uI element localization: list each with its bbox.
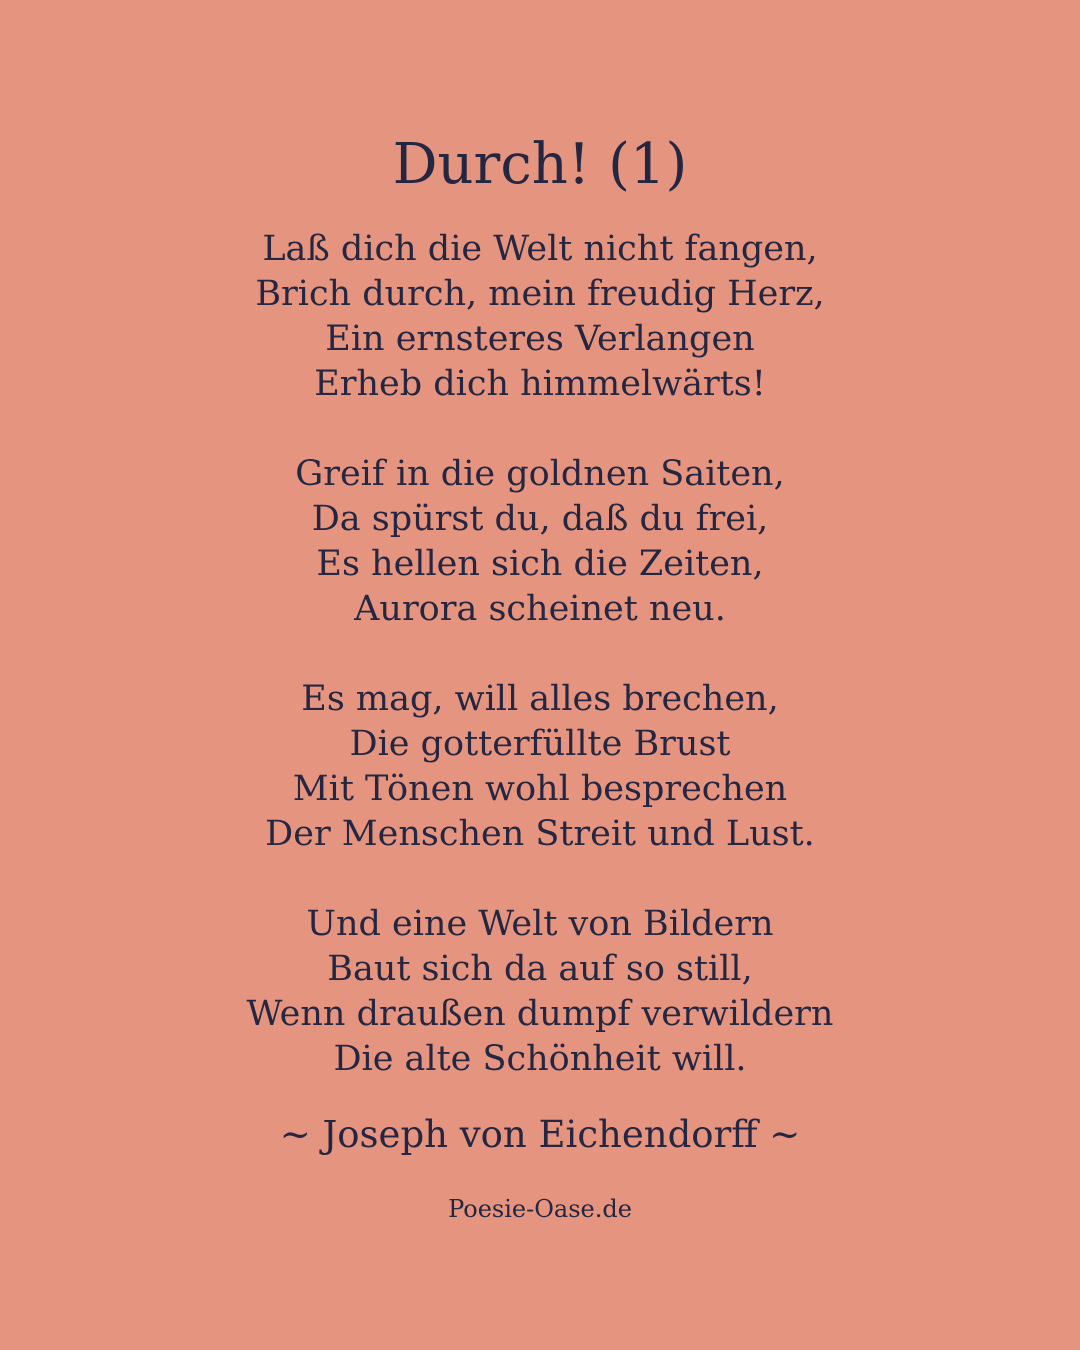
poem-line: Ein ernsteres Verlangen — [325, 319, 755, 359]
stanza-1 — [0, 227, 1080, 407]
poem-line: Brich durch, mein freudig Herz, — [255, 274, 825, 314]
poem-line: Laß dich die Welt nicht fangen, — [262, 229, 818, 269]
poem-line: Es mag, will alles brechen, — [301, 679, 779, 719]
poem-line: Greif in die goldnen Saiten, — [295, 454, 785, 494]
poem-title: Durch! (1) — [392, 132, 688, 197]
poem-line: Erheb dich himmelwärts! — [314, 364, 766, 404]
poem-body — [0, 227, 1080, 1127]
poem-author: ~ Joseph von Eichendorff ~ — [279, 1113, 801, 1156]
stanza-4 — [0, 902, 1080, 1082]
poem-line: Die alte Schönheit will. — [333, 1039, 747, 1079]
poem-line: Aurora scheinet neu. — [354, 589, 726, 629]
stanza-2 — [0, 452, 1080, 632]
poem-line: Es hellen sich die Zeiten, — [316, 544, 764, 584]
poem-line: Mit Tönen wohl besprechen — [292, 769, 788, 809]
poem-line: Da spürst du, daß du frei, — [311, 499, 769, 539]
poem-line: Wenn draußen dumpf verwildern — [246, 994, 834, 1034]
poem-line: Der Menschen Streit und Lust. — [265, 814, 815, 854]
stanza-3 — [0, 677, 1080, 857]
poem-line: Und eine Welt von Bildern — [306, 904, 774, 944]
poem-line: Die gotterfüllte Brust — [349, 724, 731, 764]
website-credit: Poesie-Oase.de — [448, 1195, 632, 1223]
poem-line: Baut sich da auf so still, — [327, 949, 753, 989]
